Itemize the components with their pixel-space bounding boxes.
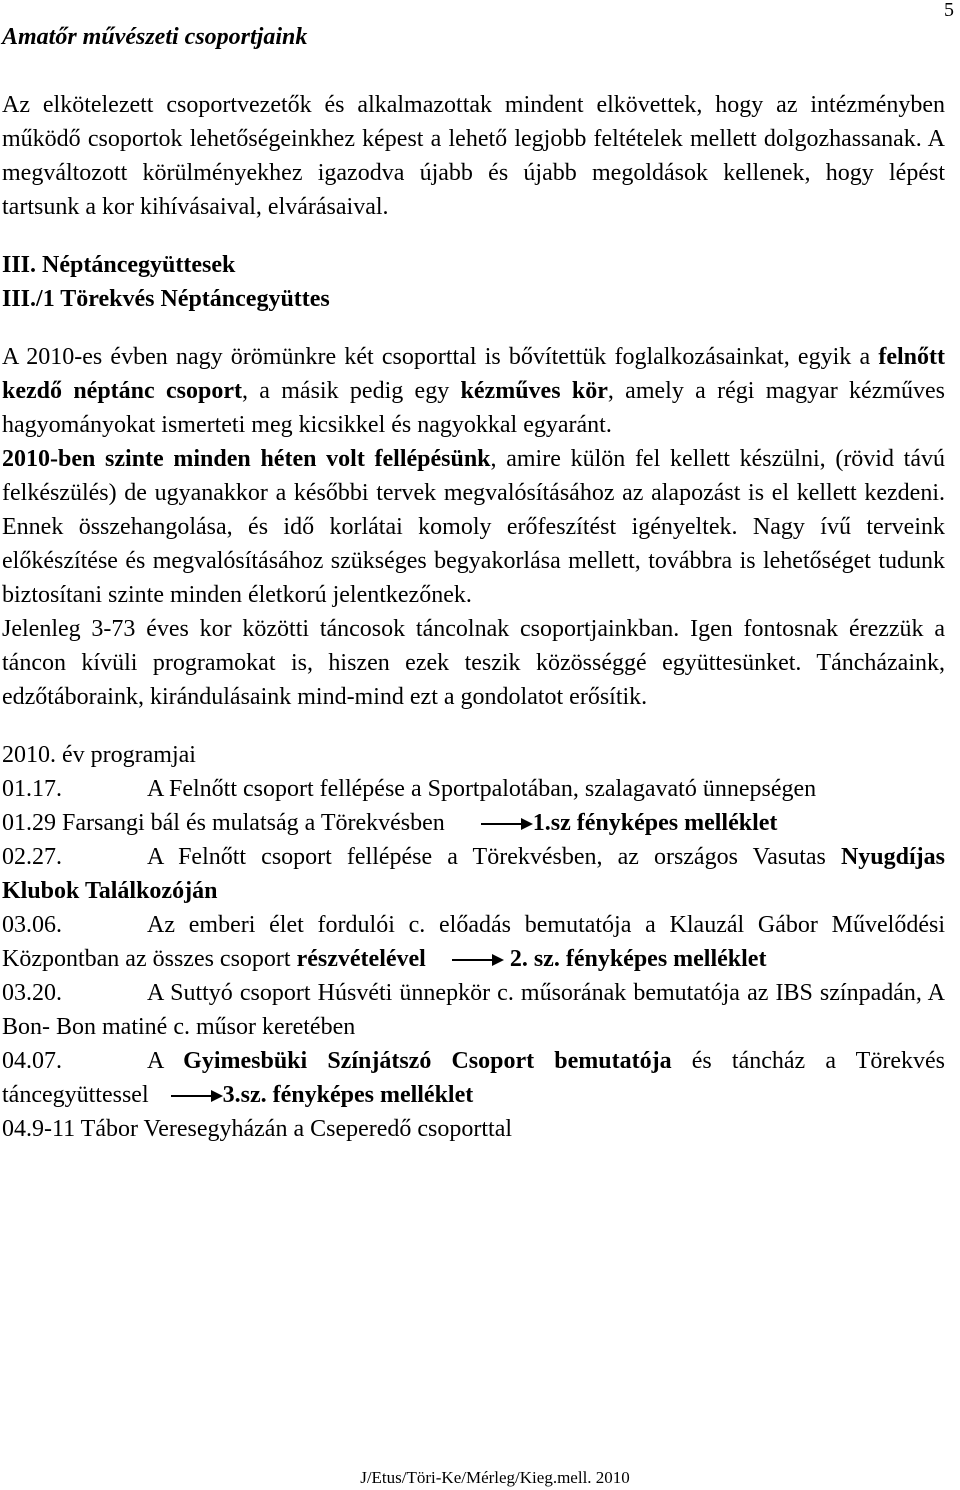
event-item: 04.9-11 Tábor Veresegyházán a Cseperedő csoporttal <box>2 1116 513 1142</box>
paragraph-dancers: Jelenleg 3-73 éves kor közötti táncosok táncolnak csoportjainkban. Igen fontosnak érezzük a táncon kívüli programokat is, hiszen ezek teszik közösséggé együttesünket. Táncházaink, edzőtáboraink, kirándulásaink mind-mind ezt a gondolatot erősítik. <box>2 616 945 710</box>
event-date: 03.06. <box>2 912 62 938</box>
attachment-reference: 1.sz fényképes melléklet <box>532 810 778 836</box>
event-date: 01.17. <box>2 776 62 802</box>
footer-reference: J/Etus/Töri-Ke/Mérleg/Kieg.mell. 2010 <box>360 1468 630 1487</box>
section-heading: III. Néptáncegyüttesek <box>2 252 236 278</box>
intro-paragraph: Az elkötelezett csoportvezetők és alkalmazottak mindent elkövettek, hogy az intézményben működő csoportok lehetőségeinkhez képest a lehető legjobb feltételek mellett dolgozhassanak. A megváltozott körülményekhez igazodva újabb és újabb megoldások kellenek, hogy lépést tartsunk a kor kihívásaival, elvárásaival. <box>2 92 945 220</box>
attachment-reference: 3.sz. fényképes melléklet <box>222 1082 474 1108</box>
text-run: , amire külön fel kellett készülni, (rövid távú felkészülés) de ugyanakkor a későbbi tervek megvalósításához az alapozást is el kellett kezdeni. Ennek összehangolása, és idő korlátai komoly erőfeszítést igényeltek. Nagy ívű terveink előkészítése és megvalósításához szükséges begyakorlása mellett, továbbra is lehetőséget tudunk biztosítani szinte minden életkorú jelentkezőnek. <box>2 446 945 608</box>
event-text: A Felnőtt csoport fellépése a Törekvésben, az országos Vasutas <box>147 844 841 870</box>
event-date: 03.20. <box>2 980 62 1006</box>
event-item <box>2 806 945 840</box>
page-title: Amatőr művészeti csoportjaink <box>2 24 308 50</box>
bold-text: Gyimesbüki Színjátszó Csoport bemutatója <box>183 1048 672 1074</box>
text-run: , a másik pedig egy <box>241 378 461 404</box>
bold-text: részvételével <box>296 946 426 972</box>
subsection-heading: III./1 Törekvés Néptáncegyüttes <box>2 286 330 312</box>
event-text: A Suttyó csoport Húsvéti ünnepkör c. műsorának bemutatója az IBS színpadán, A Bon- Bon matiné c. műsor keretében <box>2 980 945 1040</box>
event-text: és táncház a Törekvés táncegyüttessel <box>2 1048 945 1108</box>
event-date: 04.07. <box>2 1048 62 1074</box>
event-item <box>2 908 945 976</box>
program-title: 2010. év programjai <box>2 742 196 768</box>
page-number: 5 <box>944 0 954 21</box>
text-run: A <box>147 1048 184 1074</box>
document-body <box>2 88 945 1146</box>
arrow-icon <box>481 817 533 831</box>
event-text: 01.29 Farsangi bál és mulatság a Törekvésben <box>2 810 445 836</box>
event-item <box>2 840 945 908</box>
event-text: Az emberi élet fordulói c. előadás bemutatója a Klauzál Gábor Művelődési Központban az összes csoport <box>2 912 945 972</box>
arrow-icon <box>171 1089 223 1103</box>
event-item <box>2 976 945 1044</box>
event-text: A Felnőtt csoport fellépése a Sportpalotában, szalagavató ünnepségen <box>147 776 817 802</box>
event-date: 02.27. <box>2 844 62 870</box>
event-item <box>2 1044 945 1112</box>
bold-text: kézműves kör <box>460 378 608 404</box>
text-run: , amely a régi magyar kézműves hagyományokat ismerteti meg kicsikkel és nagyokkal egyaránt. <box>2 378 946 438</box>
bold-text: Nyugdíjas Klubok Találkozóján <box>2 844 945 904</box>
bold-text: 2010-ben szinte minden héten volt fellépésünk <box>2 446 491 472</box>
paragraph-performances <box>2 442 945 612</box>
arrow-icon <box>452 953 504 967</box>
text-run: A 2010-es évben nagy örömünkre két csoporttal is bővítettük foglalkozásainkat, egyik a <box>2 344 879 370</box>
bold-text: felnőtt kezdő néptánc csoport <box>2 344 945 404</box>
paragraph-new-groups <box>2 340 945 442</box>
attachment-reference: 2. sz. fényképes melléklet <box>509 946 767 972</box>
spacer <box>2 316 945 340</box>
spacer <box>2 714 945 738</box>
event-item <box>2 772 945 806</box>
spacer <box>2 224 945 248</box>
